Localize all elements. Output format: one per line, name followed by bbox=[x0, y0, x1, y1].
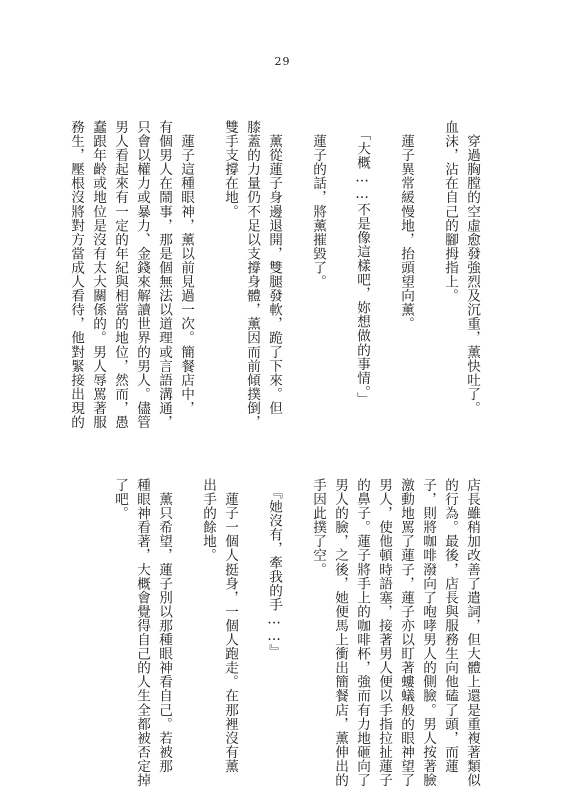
text-line: 穿過胸膛的空虛愈發強烈及沉重，薰快吐了。 bbox=[464, 120, 480, 416]
text-line: 種眼神看著，大概會覺得自己的人生全都被否定掉 bbox=[134, 478, 150, 788]
text-line: 薰只希望，蓮子別以那種眼神看自己。若被那 bbox=[156, 478, 172, 774]
text-line: 的鼻子。蓮子將手上的咖啡杯，強而有力地砸向了 bbox=[354, 478, 370, 788]
text-line: 了吧。 bbox=[112, 478, 128, 521]
text-line: 子，則將咖啡潑向了咆哮男人的側臉。男人按著臉 bbox=[420, 478, 436, 788]
text-line: 男人，使他頓時語塞，接著男人便以手指拉扯蓮子 bbox=[376, 478, 392, 788]
text-line: 膝蓋的力量仍不足以支撐身體，薰因而前傾撲倒， bbox=[244, 120, 260, 430]
text-line bbox=[417, 120, 439, 425]
text-line: 出手的餘地。 bbox=[200, 478, 216, 563]
text-line: 的行為。最後，店長與服務生向他磕了頭，而蓮 bbox=[442, 478, 458, 774]
text-line: 雙手支撐在地。 bbox=[222, 120, 238, 219]
text-line: 蓮子一個人挺身，一個人跑走。在那裡沒有薰 bbox=[222, 478, 238, 774]
text-line bbox=[175, 478, 197, 783]
text-line: 手因此撲了空。 bbox=[310, 478, 326, 577]
text-line: 薰從蓮子身邊退開，雙腿發軟，跪了下來。但 bbox=[266, 120, 282, 416]
text-line: 「大概……不是像這樣吧，妳想做的事情。」 bbox=[354, 120, 370, 407]
text-line: 蓮子這種眼神，薰以前見過一次。簡餐店中， bbox=[178, 120, 194, 416]
text-line bbox=[197, 120, 219, 425]
text-line bbox=[373, 120, 395, 425]
text-line bbox=[241, 478, 263, 783]
text-line: 男人的臉，之後，她便馬上衝出簡餐店，薰伸出的 bbox=[332, 478, 348, 788]
text-block-top bbox=[65, 120, 483, 430]
text-line: 只會以權力或暴力、金錢來解讀世界的男人。儘管 bbox=[134, 120, 150, 430]
page-number: 29 bbox=[274, 55, 291, 68]
text-line: 店長雖稍加改善了遣詞，但大體上還是重複著類似 bbox=[464, 478, 480, 788]
text-line: 有個男人在鬧事，那是個無法以道理或言語溝通， bbox=[156, 120, 172, 430]
text-line: 蠢跟年齡或地位是沒有太大關係的。男人辱罵著服 bbox=[90, 120, 106, 430]
text-line: 男人看起來有一定的年紀與相當的地位，然而，愚 bbox=[112, 120, 128, 430]
text-line bbox=[329, 120, 351, 425]
text-line bbox=[285, 478, 307, 783]
text-line bbox=[285, 120, 307, 425]
text-line: 務生，壓根沒將對方當成人看待，他對緊接出現的 bbox=[68, 120, 84, 430]
text-block-bottom bbox=[109, 478, 483, 788]
text-line: 蓮子的話，將薰摧毀了。 bbox=[310, 120, 326, 289]
text-line: 激動地罵了蓮子，蓮子亦以盯著螻蟻般的眼神望了 bbox=[398, 478, 414, 788]
text-line: 『她沒有，牽我的手……』 bbox=[266, 478, 282, 659]
text-line: 蓮子異常緩慢地，抬頭望向薰。 bbox=[398, 120, 414, 331]
text-line: 血沫，沾在自己的腳拇指上。 bbox=[442, 120, 458, 303]
